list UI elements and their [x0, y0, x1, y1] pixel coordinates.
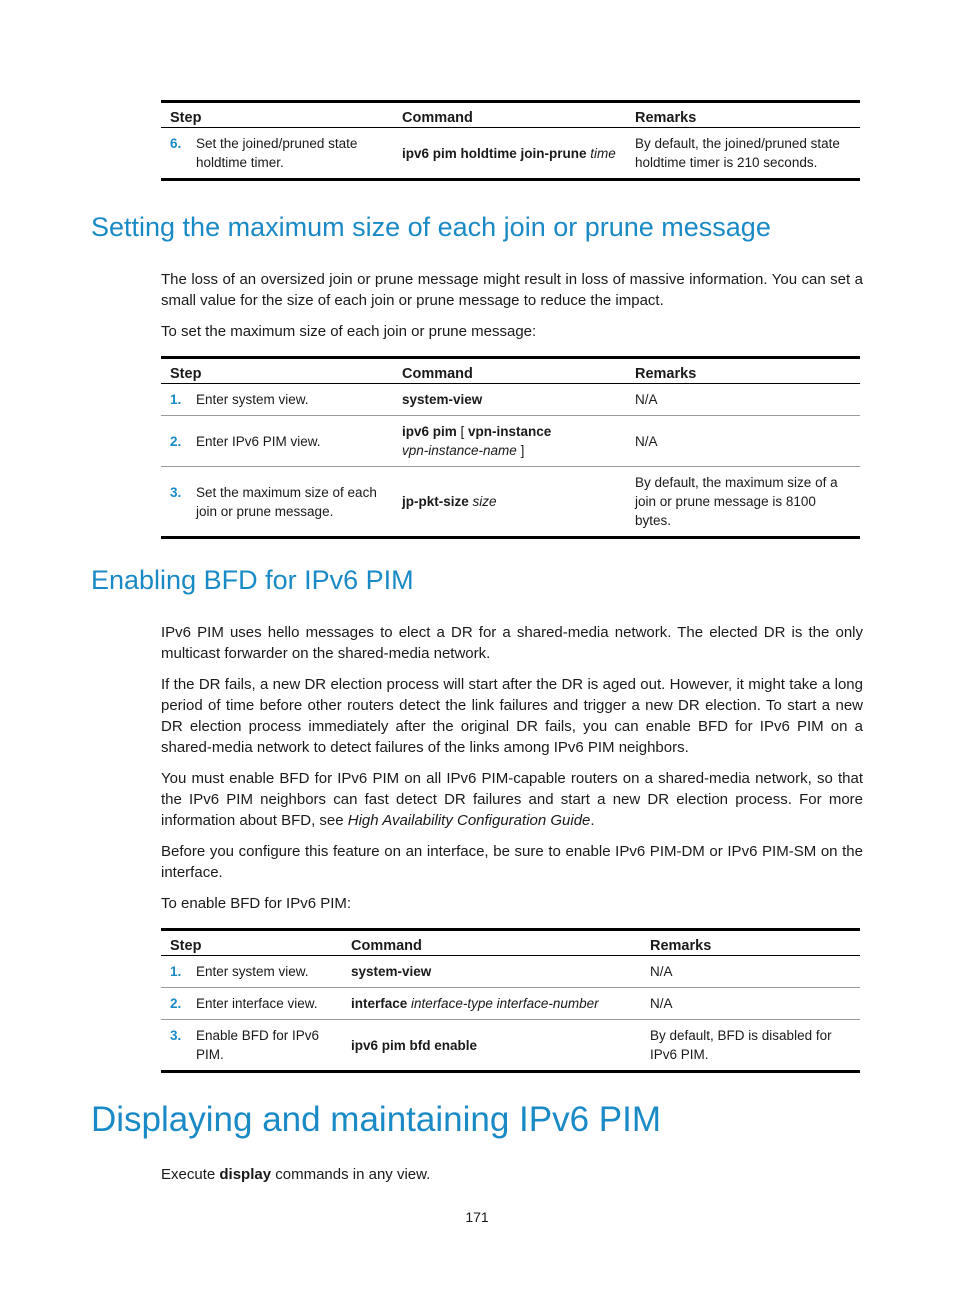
- table-max-size: [161, 356, 860, 539]
- paragraph-text: commands in any view.: [271, 1166, 431, 1183]
- command-argument: vpn-instance-name: [402, 443, 517, 458]
- step-description: Enter IPv6 PIM view.: [192, 416, 393, 467]
- step-number: 2.: [161, 416, 192, 467]
- command-argument: interface-type interface-number: [411, 996, 599, 1011]
- header-step: Step: [161, 102, 393, 128]
- paragraph-text: .: [590, 812, 595, 829]
- paragraph: [161, 1164, 863, 1185]
- command-bracket: [: [456, 424, 469, 439]
- command-bracket: ]: [516, 443, 525, 458]
- step-number: 2.: [161, 988, 192, 1020]
- step-number: 1.: [170, 392, 182, 407]
- paragraph: To enable BFD for IPv6 PIM:: [161, 895, 352, 912]
- page-number: 171: [465, 1209, 489, 1225]
- step-number: 6.: [170, 136, 182, 151]
- step-description: Enter interface view.: [192, 988, 342, 1020]
- header-remarks: Remarks: [641, 930, 860, 956]
- step-description: Set the joined/pruned state holdtime timer.: [196, 136, 358, 170]
- remarks-cell: By default, the joined/pruned state holdtime timer is 210 seconds.: [635, 136, 840, 170]
- remarks-cell: N/A: [626, 416, 860, 467]
- section-title-max-size: Setting the maximum size of each join or prune message: [91, 212, 771, 242]
- header-command: Command: [393, 358, 626, 384]
- command-keyword: jp-pkt-size: [402, 494, 469, 509]
- command-keyword: ipv6 pim bfd enable: [351, 1037, 478, 1053]
- paragraph-text: Execute: [161, 1166, 220, 1183]
- table-row: [161, 384, 860, 416]
- command-cell: [393, 128, 626, 180]
- header-command: Command: [393, 102, 626, 128]
- header-command: Command: [342, 930, 641, 956]
- step-number: 3.: [161, 1020, 192, 1072]
- remarks-cell: N/A: [641, 988, 860, 1020]
- remarks-cell: By default, BFD is disabled for IPv6 PIM.: [641, 1020, 860, 1072]
- table-row: [161, 128, 860, 180]
- header-remarks: Remarks: [626, 358, 860, 384]
- section-title-displaying: Displaying and maintaining IPv6 PIM: [91, 1100, 662, 1139]
- table-row: [161, 956, 860, 988]
- remarks-cell: By default, the maximum size of a join or prune message is 8100 bytes.: [626, 467, 860, 538]
- command-keyword: interface: [351, 996, 408, 1011]
- command-cell: [342, 1020, 641, 1072]
- paragraph: Before you configure this feature on an interface, be sure to enable IPv6 PIM-DM or IPv6 PIM-SM on the interface.: [161, 843, 863, 881]
- table-row: [161, 988, 860, 1020]
- remarks-cell: N/A: [635, 392, 658, 407]
- command-cell: [342, 988, 641, 1020]
- paragraph: If the DR fails, a new DR election process will start after the DR is aged out. However, it might take a long period of time before other routers detect the link failures and trigger a new DR election. To start a new DR election process immediately after the original DR fails, you can enable BFD for IPv6 PIM on a shared-media network to detect failures of the links among IPv6 PIM neighbors.: [161, 676, 863, 756]
- step-description: Set the maximum size of each join or prune message.: [192, 467, 393, 538]
- paragraph: [161, 768, 863, 831]
- table-row: [161, 467, 860, 538]
- command-keyword: display: [219, 1166, 272, 1183]
- command-cell: [393, 384, 626, 416]
- paragraph-text: You must enable BFD for IPv6 PIM on all IPv6 PIM-capable routers on a shared-media network, so that the IPv6 PIM neighbors can fast detect DR failures and start a new DR election process. For more information about BFD, see: [161, 770, 863, 829]
- step-number: 3.: [161, 467, 192, 538]
- paragraph: IPv6 PIM uses hello messages to elect a DR for a shared-media network. The elected DR is the only multicast forwarder on the shared-media network.: [161, 624, 863, 662]
- paragraph: The loss of an oversized join or prune message might result in loss of massive information. You can set a small value for the size of each join or prune message to reduce the impact.: [161, 271, 863, 309]
- command-cell: [393, 467, 626, 538]
- section-title-bfd: Enabling BFD for IPv6 PIM: [91, 565, 414, 595]
- header-remarks: Remarks: [626, 102, 860, 128]
- step-description: Enable BFD for IPv6 PIM.: [192, 1020, 342, 1072]
- command-cell: [342, 956, 641, 988]
- command-argument: time: [590, 145, 616, 161]
- table-bfd: [161, 928, 860, 1073]
- step-number: 1.: [170, 964, 182, 979]
- command-keyword: vpn-instance: [468, 424, 552, 439]
- command-cell: [393, 416, 626, 467]
- step-description: Enter system view.: [196, 392, 309, 407]
- command-keyword: ipv6 pim: [402, 424, 457, 439]
- command-argument: size: [472, 494, 497, 509]
- paragraph: To set the maximum size of each join or prune message:: [161, 323, 537, 340]
- remarks-cell: N/A: [650, 964, 673, 979]
- header-step: Step: [161, 930, 342, 956]
- table-holdtime: [161, 100, 860, 181]
- command-keyword: system-view: [351, 964, 432, 979]
- header-step: Step: [161, 358, 393, 384]
- table-row: [161, 416, 860, 467]
- step-description: Enter system view.: [196, 964, 309, 979]
- command-keyword: system-view: [402, 392, 483, 407]
- guide-reference: High Availability Configuration Guide: [347, 812, 591, 829]
- table-row: [161, 1020, 860, 1072]
- command-keyword: ipv6 pim holdtime join-prune: [402, 145, 587, 161]
